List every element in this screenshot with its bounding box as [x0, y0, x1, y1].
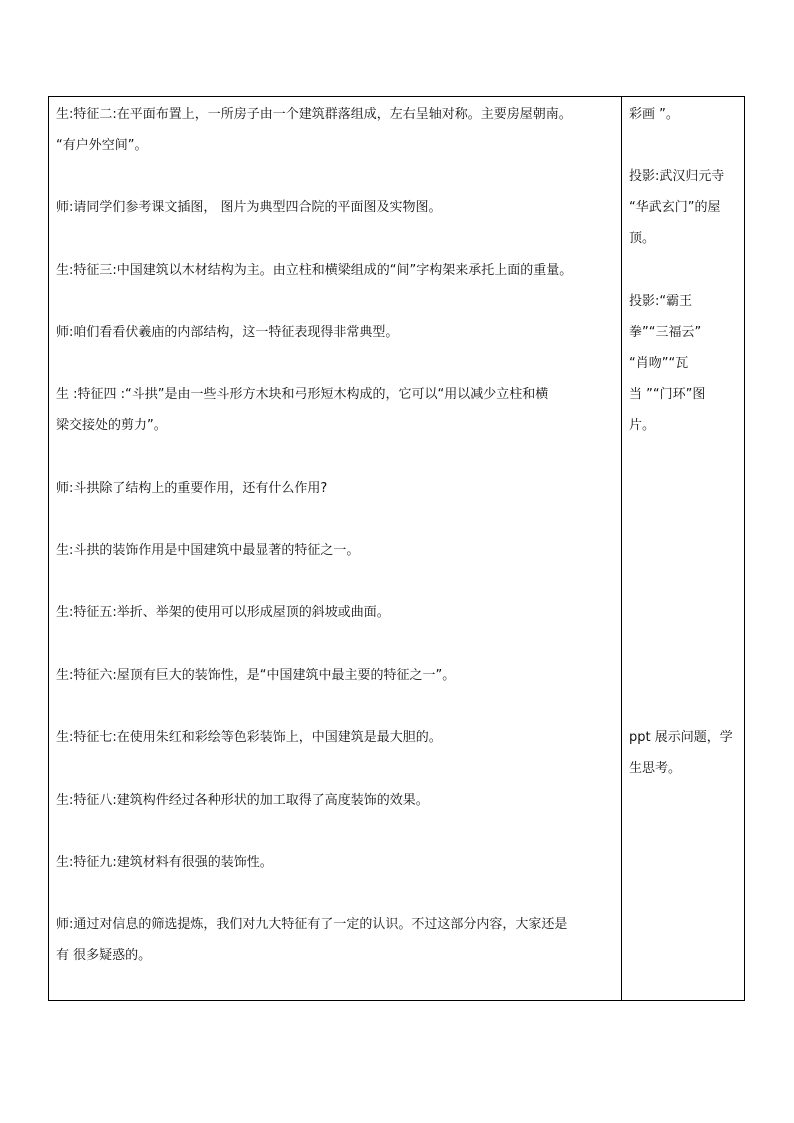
- note-line: “华武玄门”的屋: [629, 200, 721, 215]
- dialogue-line: 生:特征二:在平面布置上，一所房子由一个建筑群落组成，左右呈轴对称。主要房屋朝南。: [56, 107, 572, 122]
- note-line: 片。: [629, 418, 656, 433]
- note-line: 当 ”“门环”图: [629, 387, 706, 402]
- note-line: 投影:“霸王: [629, 294, 693, 309]
- note-line: ppt 展示问题，学: [629, 730, 733, 745]
- note-line: 生思考。: [629, 761, 682, 776]
- dialogue-line: 生:特征七:在使用朱红和彩绘等色彩装饰上，中国建筑是最大胆的。: [56, 730, 442, 745]
- note-line: 顶。: [629, 231, 656, 246]
- dialogue-line: 生:特征九:建筑材料有很强的装饰性。: [56, 855, 273, 870]
- dialogue-line: 师:斗拱除了结构上的重要作用，还有什么作用?: [56, 481, 328, 496]
- dialogue-line: 生 :特征四 :“斗拱”是由一些斗形方木块和弓形短木构成的，它可以“用以减少立柱和横: [56, 387, 549, 402]
- note-line: 投影:武汉归元寺: [629, 169, 725, 184]
- dialogue-line: 生:斗拱的装饰作用是中国建筑中最显著的特征之一。: [56, 543, 360, 558]
- dialogue-line: “有户外空间”。: [56, 138, 148, 153]
- dialogue-line: 生:特征八:建筑构件经过各种形状的加工取得了高度装饰的效果。: [56, 793, 429, 808]
- dialogue-line: 生:特征五:举折、举架的使用可以形成屋顶的斜坡或曲面。: [56, 605, 390, 620]
- dialogue-line: 梁交接处的剪力”。: [56, 418, 167, 433]
- dialogue-line: 生:特征六:屋顶有巨大的装饰性，是“中国建筑中最主要的特征之一”。: [56, 668, 456, 683]
- dialogue-line: 有 很多疑惑的。: [56, 948, 152, 963]
- dialogue-line: 师:请同学们参考课文插图， 图片为典型四合院的平面图及实物图。: [56, 200, 442, 215]
- lesson-table: [48, 96, 745, 1001]
- note-line: “肖吻”“瓦: [629, 356, 689, 371]
- dialogue-line: 师:通过对信息的筛选提炼，我们对九大特征有了一定的认识。不过这部分内容，大家还是: [56, 917, 568, 932]
- dialogue-line: 师:咱们看看伏羲庙的内部结构，这一特征表现得非常典型。: [56, 325, 399, 340]
- dialogue-line: 生:特征三:中国建筑以木材结构为主。由立柱和横梁组成的“间”字构架来承托上面的重量。: [56, 263, 573, 278]
- note-line: 拳”“三福云”: [629, 325, 702, 340]
- note-line: 彩画 ”。: [629, 107, 679, 122]
- column-divider: [621, 97, 622, 1000]
